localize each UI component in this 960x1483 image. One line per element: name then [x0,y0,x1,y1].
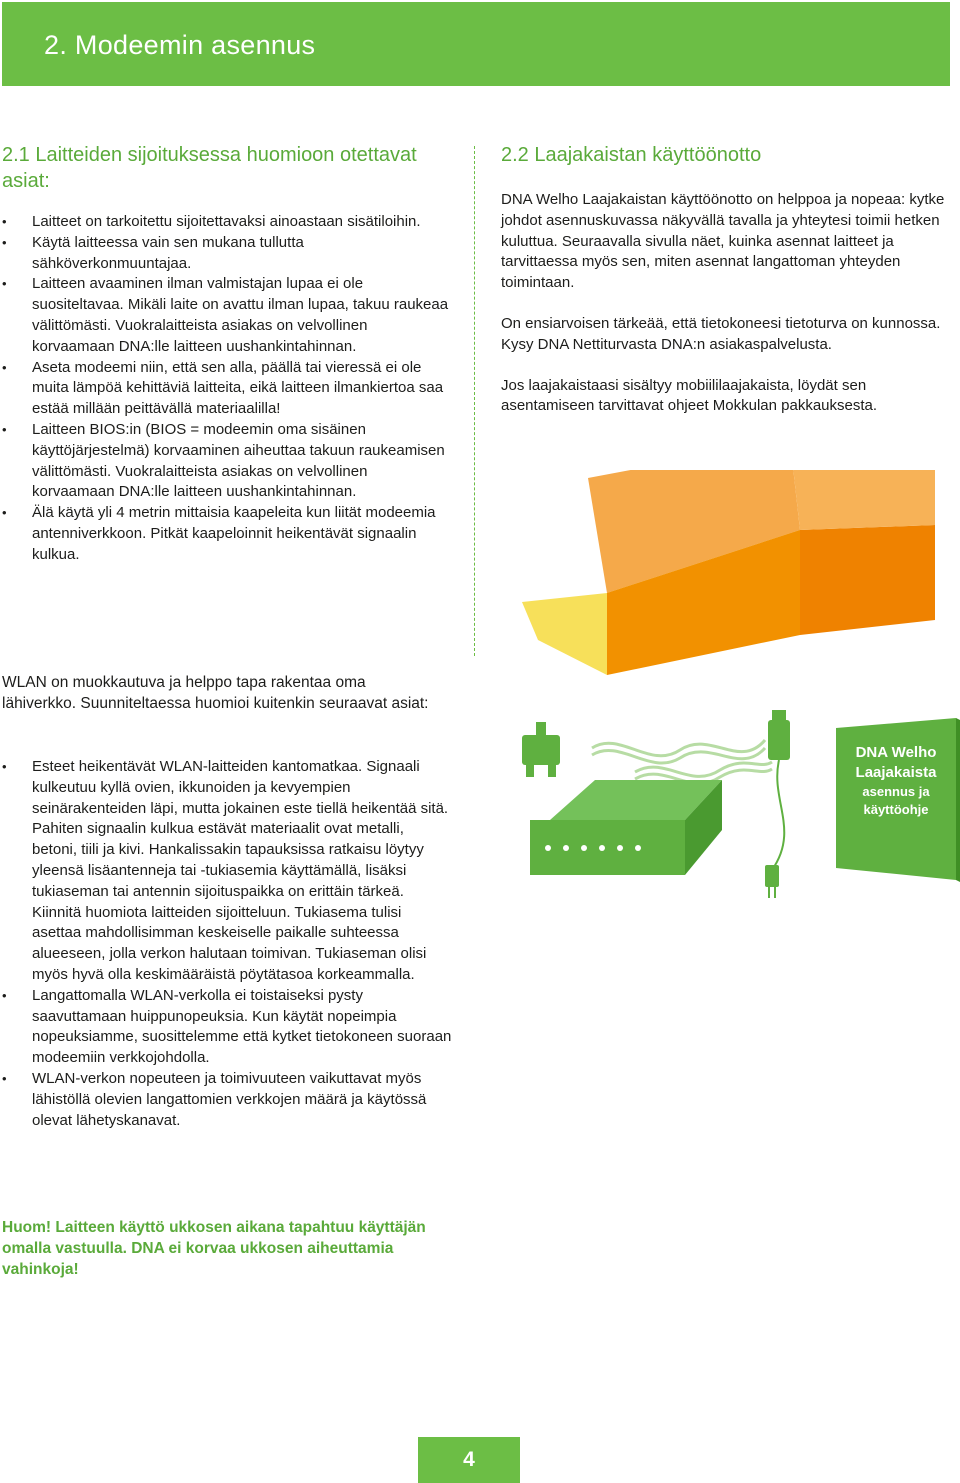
guide-subtitle: asennus ja käyttöohje [862,784,930,817]
placement-list [2,212,452,566]
list-item: • Älä käytä yli 4 metrin mittaisia kaapeleita kun liität modeemia antenniverkkoon. Pitkät kaapeloinnit heikentävät signaalin kulkua. [2,503,452,565]
box-illustration [522,470,935,675]
section-heading-activation: 2.2 Laajakaistan käyttöönotto [501,144,762,166]
security-paragraph: On ensiarvoisen tärkeää, että tietokoneesi tietoturva on kunnossa. Kysy DNA Nettiturvasta DNA:n asiakaspalvelusta. [501,314,941,353]
page-header [2,2,950,86]
column-divider [474,146,475,656]
cables-illustration [592,740,772,783]
list-item: • Langattomalla WLAN-verkolla ei toistaiseksi pysty saavuttamaan huippunopeuksia. Kun käytät nopeimpia nopeuksiamme, suosittelemme että kytket tietokoneen suoraan modeemiin verkkojohdolla. [2,986,452,1069]
page-number: 4 [418,1437,520,1483]
list-item: • WLAN-verkon nopeuteen ja toimivuuteen vaikuttavat myös lähistöllä olevien langattomien verkkojen määrä ja käytössä olevat lähetyskanavat. [2,1069,452,1131]
list-item: • Laitteen avaaminen ilman valmistajan lupaa ei ole suositeltavaa. Mikäli laite on avattu ilman lupaa, takuu raukeaa välittömästi. Vuokralaitteista asiakas on velvollinen korvaamaan DNA:lle laitteen uushankintahinnan. [2,274,452,357]
wlan-list [2,757,452,1131]
splitter-illustration [522,722,560,777]
section-heading-placement: 2.1 Laitteiden sijoituksessa huomioon otettavat asiat: [2,144,417,192]
section-placement [2,142,452,566]
list-item: • Aseta modeemi niin, että sen alla, päällä tai vieressä ei ole muita lämpöä kehittäviä laitteita, eikä laitteen ilmankiertoa saa estää millään peittävällä materiaalilla! [2,358,452,420]
power-adapter-illustration [765,710,790,898]
wlan-intro: WLAN on muokkautuva ja helppo tapa rakentaa oma lähiverkko. Suunniteltaessa huomioi kuitenkin seuraavat asiat: [2,674,429,712]
mobile-paragraph: Jos laajakaistaasi sisältyy mobiililaajakaista, löydät sen asentamiseen tarvittavat ohjeet Mokkulan pakkauksesta. [501,376,878,415]
modem-illustration [530,780,722,875]
warning-note: Huom! Laitteen käyttö ukkosen aikana tapahtuu käyttäjän omalla vastuulla. DNA ei korvaa ukkosen aiheuttamia vahinkoja! [2,1219,426,1278]
list-item: • Käytä laitteessa vain sen mukana tullutta sähköverkonmuuntajaa. [2,233,452,275]
activation-paragraph: DNA Welho Laajakaistan käyttöönotto on helppoa ja nopeaa: kytke johdot asennuskuvassa näkyvällä tavalla ja yhteytesi toimii hetken kuluttua. Seuraavalla sivulla näet, kuinka asennat laitteet ja tarvittaessa myös sen, miten asennat langattoman yhteyden toimintaan. [501,191,945,292]
list-item: • Laitteen BIOS:in (BIOS = modeemin oma sisäinen käyttöjärjestelmä) korvaaminen aiheuttaa takuun raukeamisen välittömästi. Vuokralaitteista asiakas on velvollinen korvaamaan DNA:lle laitteen uushankintahinnan. [2,420,452,503]
guide-booklet-label [836,743,956,819]
section-activation [501,142,951,417]
list-item: • Esteet heikentävät WLAN-laitteiden kantomatkaa. Signaali kulkeutuu kyllä ovien, ikkunoiden ja kevyempien seinärakenteiden läpi, mutta jokainen este tiellä heikentää sitä. Pahiten signaalin kulkua estävät materiaalit ovat metalli, betoni, tiili ja kivi. Hankalissakin tapauksissa ratkaisu löytyy yleensä lisäantenneja tai -tukiasemia käyttämällä, lisäksi tukiaseman tai antennin sijoituspaikka on erittäin tärkeä. Kiinnitä huomiota laitteiden sijoitteluun. Tukiasema tulisi asettaa mahdollisimman keskeiselle paikalle suhteessa alueeseen, jolla verkon halutaan toimivan. Tukiaseman olisi myös hyvä olla keskimääräistä pöytätasoa korkeammalla. [2,757,452,986]
installation-illustration [500,470,960,910]
list-item: • Laitteet on tarkoitettu sijoitettavaksi ainoastaan sisätiloihin. [2,212,452,233]
guide-title: DNA Welho Laajakaista [855,744,937,781]
page-title: 2. Modeemin asennus [44,30,316,60]
